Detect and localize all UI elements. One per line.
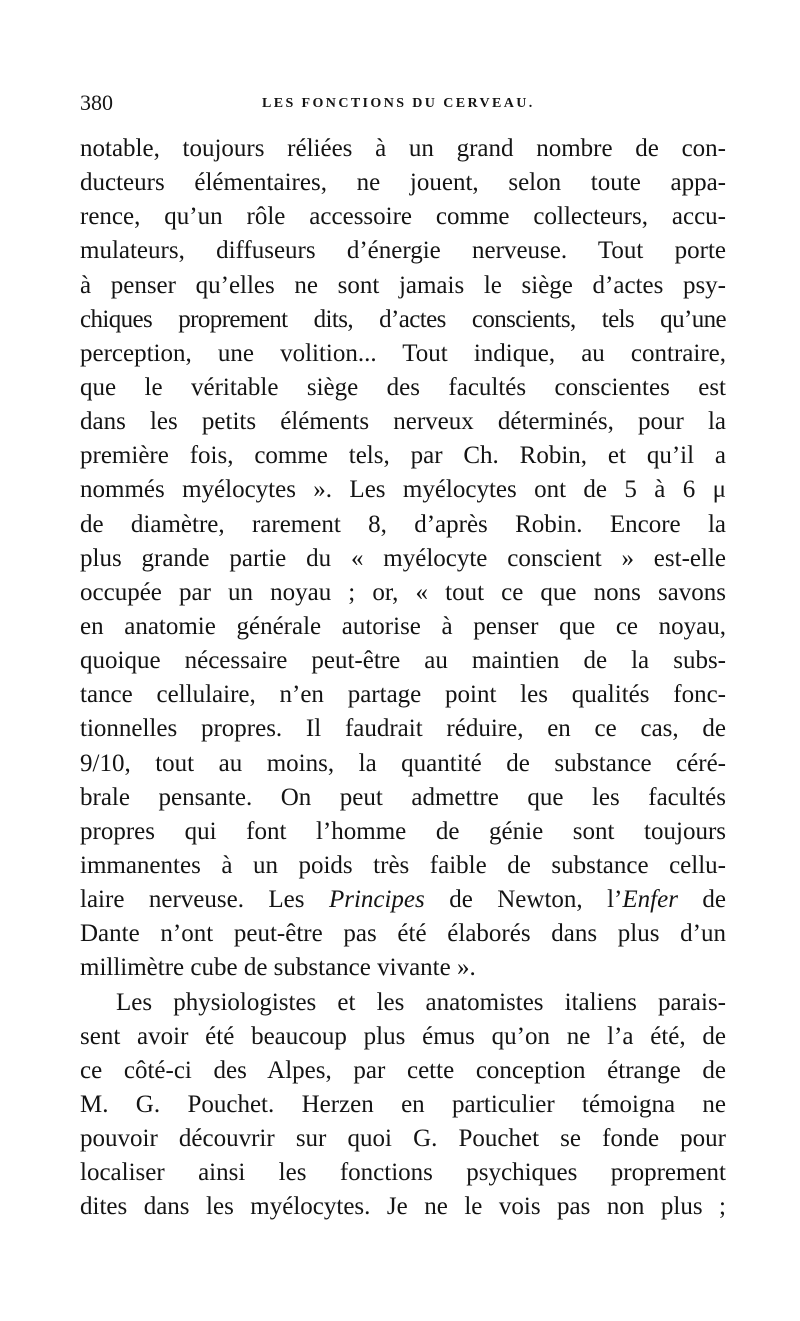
text-line (80, 815, 726, 849)
text-line (80, 508, 726, 542)
text-segment: brale pensante. On peut admettre que les facultés (80, 783, 726, 811)
text-segment: propres qui font l’homme de génie sont toujours (80, 817, 726, 845)
text-line (80, 781, 726, 815)
text-line (80, 200, 726, 234)
text-segment: Dante n’ont peut-être pas été élaborés dans plus d’un (80, 920, 726, 948)
text-segment: Les physiologistes et les anatomistes italiens parais- (116, 988, 726, 1016)
text-line (80, 1054, 726, 1088)
text-line (80, 917, 726, 951)
text-line (80, 1088, 726, 1122)
text-segment: laire nerveuse. Les (80, 886, 329, 914)
text-line (80, 132, 726, 166)
text-segment: plus grande partie du « myélocyte conscient » est-elle (80, 544, 726, 572)
text-line (80, 1156, 726, 1190)
text-segment: perception, une volition... Tout indique, au contraire, (80, 339, 726, 367)
text-line (80, 747, 726, 781)
text-line (80, 439, 726, 473)
text-segment: dites dans les myélocytes. Je ne le vois pas non plus ; (80, 1193, 726, 1221)
text-segment: 9/10, tout au moins, la quantité de substance céré- (80, 749, 726, 777)
text-segment: quoique nécessaire peut-être au maintien de la subs- (80, 647, 726, 675)
text-line (80, 610, 726, 644)
text-segment: notable, toujours réliées à un grand nombre de con- (80, 135, 726, 162)
text-segment: à penser qu’elles ne sont jamais le siège d’actes psy- (80, 271, 726, 299)
text-segment: que le véritable siège des facultés conscientes est (80, 373, 726, 401)
text-line (80, 371, 726, 405)
text-segment: de diamètre, rarement 8, d’après Robin. Encore la (80, 510, 726, 538)
text-segment: localiser ainsi les fonctions psychiques proprement (80, 1159, 726, 1187)
page-number: 380 (80, 90, 113, 115)
text-segment: ducteurs élémentaires, ne jouent, selon toute appa- (80, 169, 726, 197)
text-line (80, 644, 726, 678)
text-segment: de (677, 886, 726, 914)
text-line (80, 542, 726, 576)
text-line (80, 166, 726, 200)
text-line (80, 678, 726, 712)
text-segment: en anatomie générale autorise à penser que ce noyau, (80, 612, 726, 640)
text-segment: immanentes à un poids très faible de substance cellu- (80, 851, 726, 879)
text-line (80, 883, 726, 917)
text-line (80, 951, 726, 985)
text-segment: tance cellulaire, n’en partage point les qualités fonc- (80, 681, 726, 709)
text-line (80, 576, 726, 610)
text-segment: ce côté-ci des Alpes, par cette conception étrange de (80, 1056, 726, 1084)
text-line (80, 269, 726, 303)
text-line (80, 1122, 726, 1156)
text-line (80, 337, 726, 371)
text-segment: mulateurs, diffuseurs d’énergie nerveuse. Tout porte (80, 237, 726, 265)
text-line (80, 849, 726, 883)
text-line (80, 405, 726, 439)
text-segment: chiques proprement dits, d’actes conscients, tels qu’une (80, 305, 726, 333)
text-line (80, 986, 726, 1020)
text-segment: sent avoir été beaucoup plus émus qu’on ne l’a été, de (80, 1022, 726, 1050)
text-segment: de Newton, l’ (424, 886, 623, 914)
text-segment: première fois, comme tels, par Ch. Robin, et qu’il a (80, 442, 726, 470)
text-line (80, 234, 726, 268)
text-line (80, 473, 726, 507)
text-segment: dans les petits éléments nerveux déterminés, pour la (80, 408, 726, 436)
text-line (80, 1020, 726, 1054)
italic-title: Enfer (622, 886, 678, 914)
body-text (80, 132, 726, 1225)
text-line (80, 303, 726, 337)
text-segment: rence, qu’un rôle accessoire comme collecteurs, accu- (80, 203, 726, 231)
text-segment: nommés myélocytes ». Les myélocytes ont de 5 à 6 μ (80, 476, 726, 504)
text-segment: M. G. Pouchet. Herzen en particulier témoigna ne (80, 1090, 726, 1118)
italic-title: Principes (328, 886, 425, 914)
text-segment: millimètre cube de substance vivante ». (80, 954, 476, 982)
running-title: LES FONCTIONS DU CERVEAU. (262, 96, 535, 111)
text-segment: occupée par un noyau ; or, « tout ce que nons savons (80, 578, 726, 606)
running-head (80, 88, 740, 118)
text-segment: tionnelles propres. Il faudrait réduire, en ce cas, de (80, 715, 726, 743)
text-line (80, 1190, 726, 1224)
text-line (80, 712, 726, 746)
text-segment: pouvoir découvrir sur quoi G. Pouchet se fonde pour (80, 1125, 726, 1153)
